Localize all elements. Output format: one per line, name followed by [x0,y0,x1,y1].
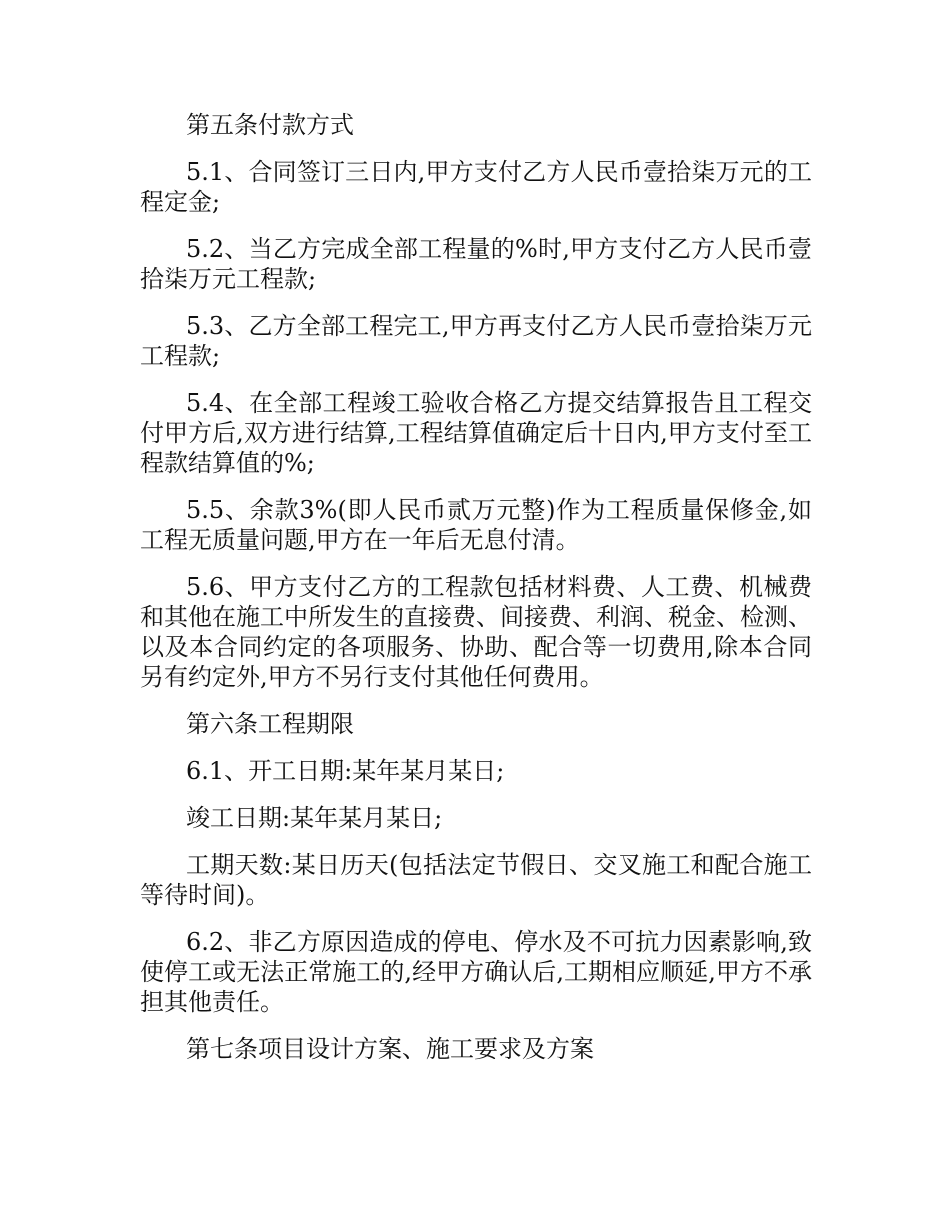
clause-5-4: 5.4、在全部工程竣工验收合格乙方提交结算报告且工程交付甲方后,双方进行结算,工程结算值确定后十日内,甲方支付至工程款结算值的%; [140,389,812,477]
clause-5-6: 5.6、甲方支付乙方的工程款包括材料费、人工费、机械费和其他在施工中所发生的直接费、间接费、利润、税金、检测、以及本合同约定的各项服务、协助、配合等一切费用,除本合同另有约定外,甲方不另行支付其他任何费用。 [140,573,812,691]
clause-6-1-completion-date: 竣工日期:某年某月某日; [186,804,443,832]
clause-5-1: 5.1、合同签订三日内,甲方支付乙方人民币壹拾柒万元的工程定金; [140,158,812,216]
clause-6-1-duration: 工期天数:某日历天(包括法定节假日、交叉施工和配合施工等待时间)。 [140,851,812,909]
clause-5-5: 5.5、余款3%(即人民币贰万元整)作为工程质量保修金,如工程无质量问题,甲方在一年后无息付清。 [140,496,812,554]
document-body [140,110,812,1081]
clause-5-3: 5.3、乙方全部工程完工,甲方再支付乙方人民币壹拾柒万元工程款; [140,312,812,370]
section-heading-article-7: 第七条项目设计方案、施工要求及方案 [186,1035,594,1063]
section-heading-article-6: 第六条工程期限 [186,710,354,738]
clause-6-1-start-date: 6.1、开工日期:某年某月某日; [186,757,505,785]
clause-6-2: 6.2、非乙方原因造成的停电、停水及不可抗力因素影响,致使停工或无法正常施工的,经甲方确认后,工期相应顺延,甲方不承担其他责任。 [140,928,812,1016]
clause-5-2: 5.2、当乙方完成全部工程量的%时,甲方支付乙方人民币壹拾柒万元工程款; [140,235,812,293]
section-heading-article-5: 第五条付款方式 [186,111,354,139]
